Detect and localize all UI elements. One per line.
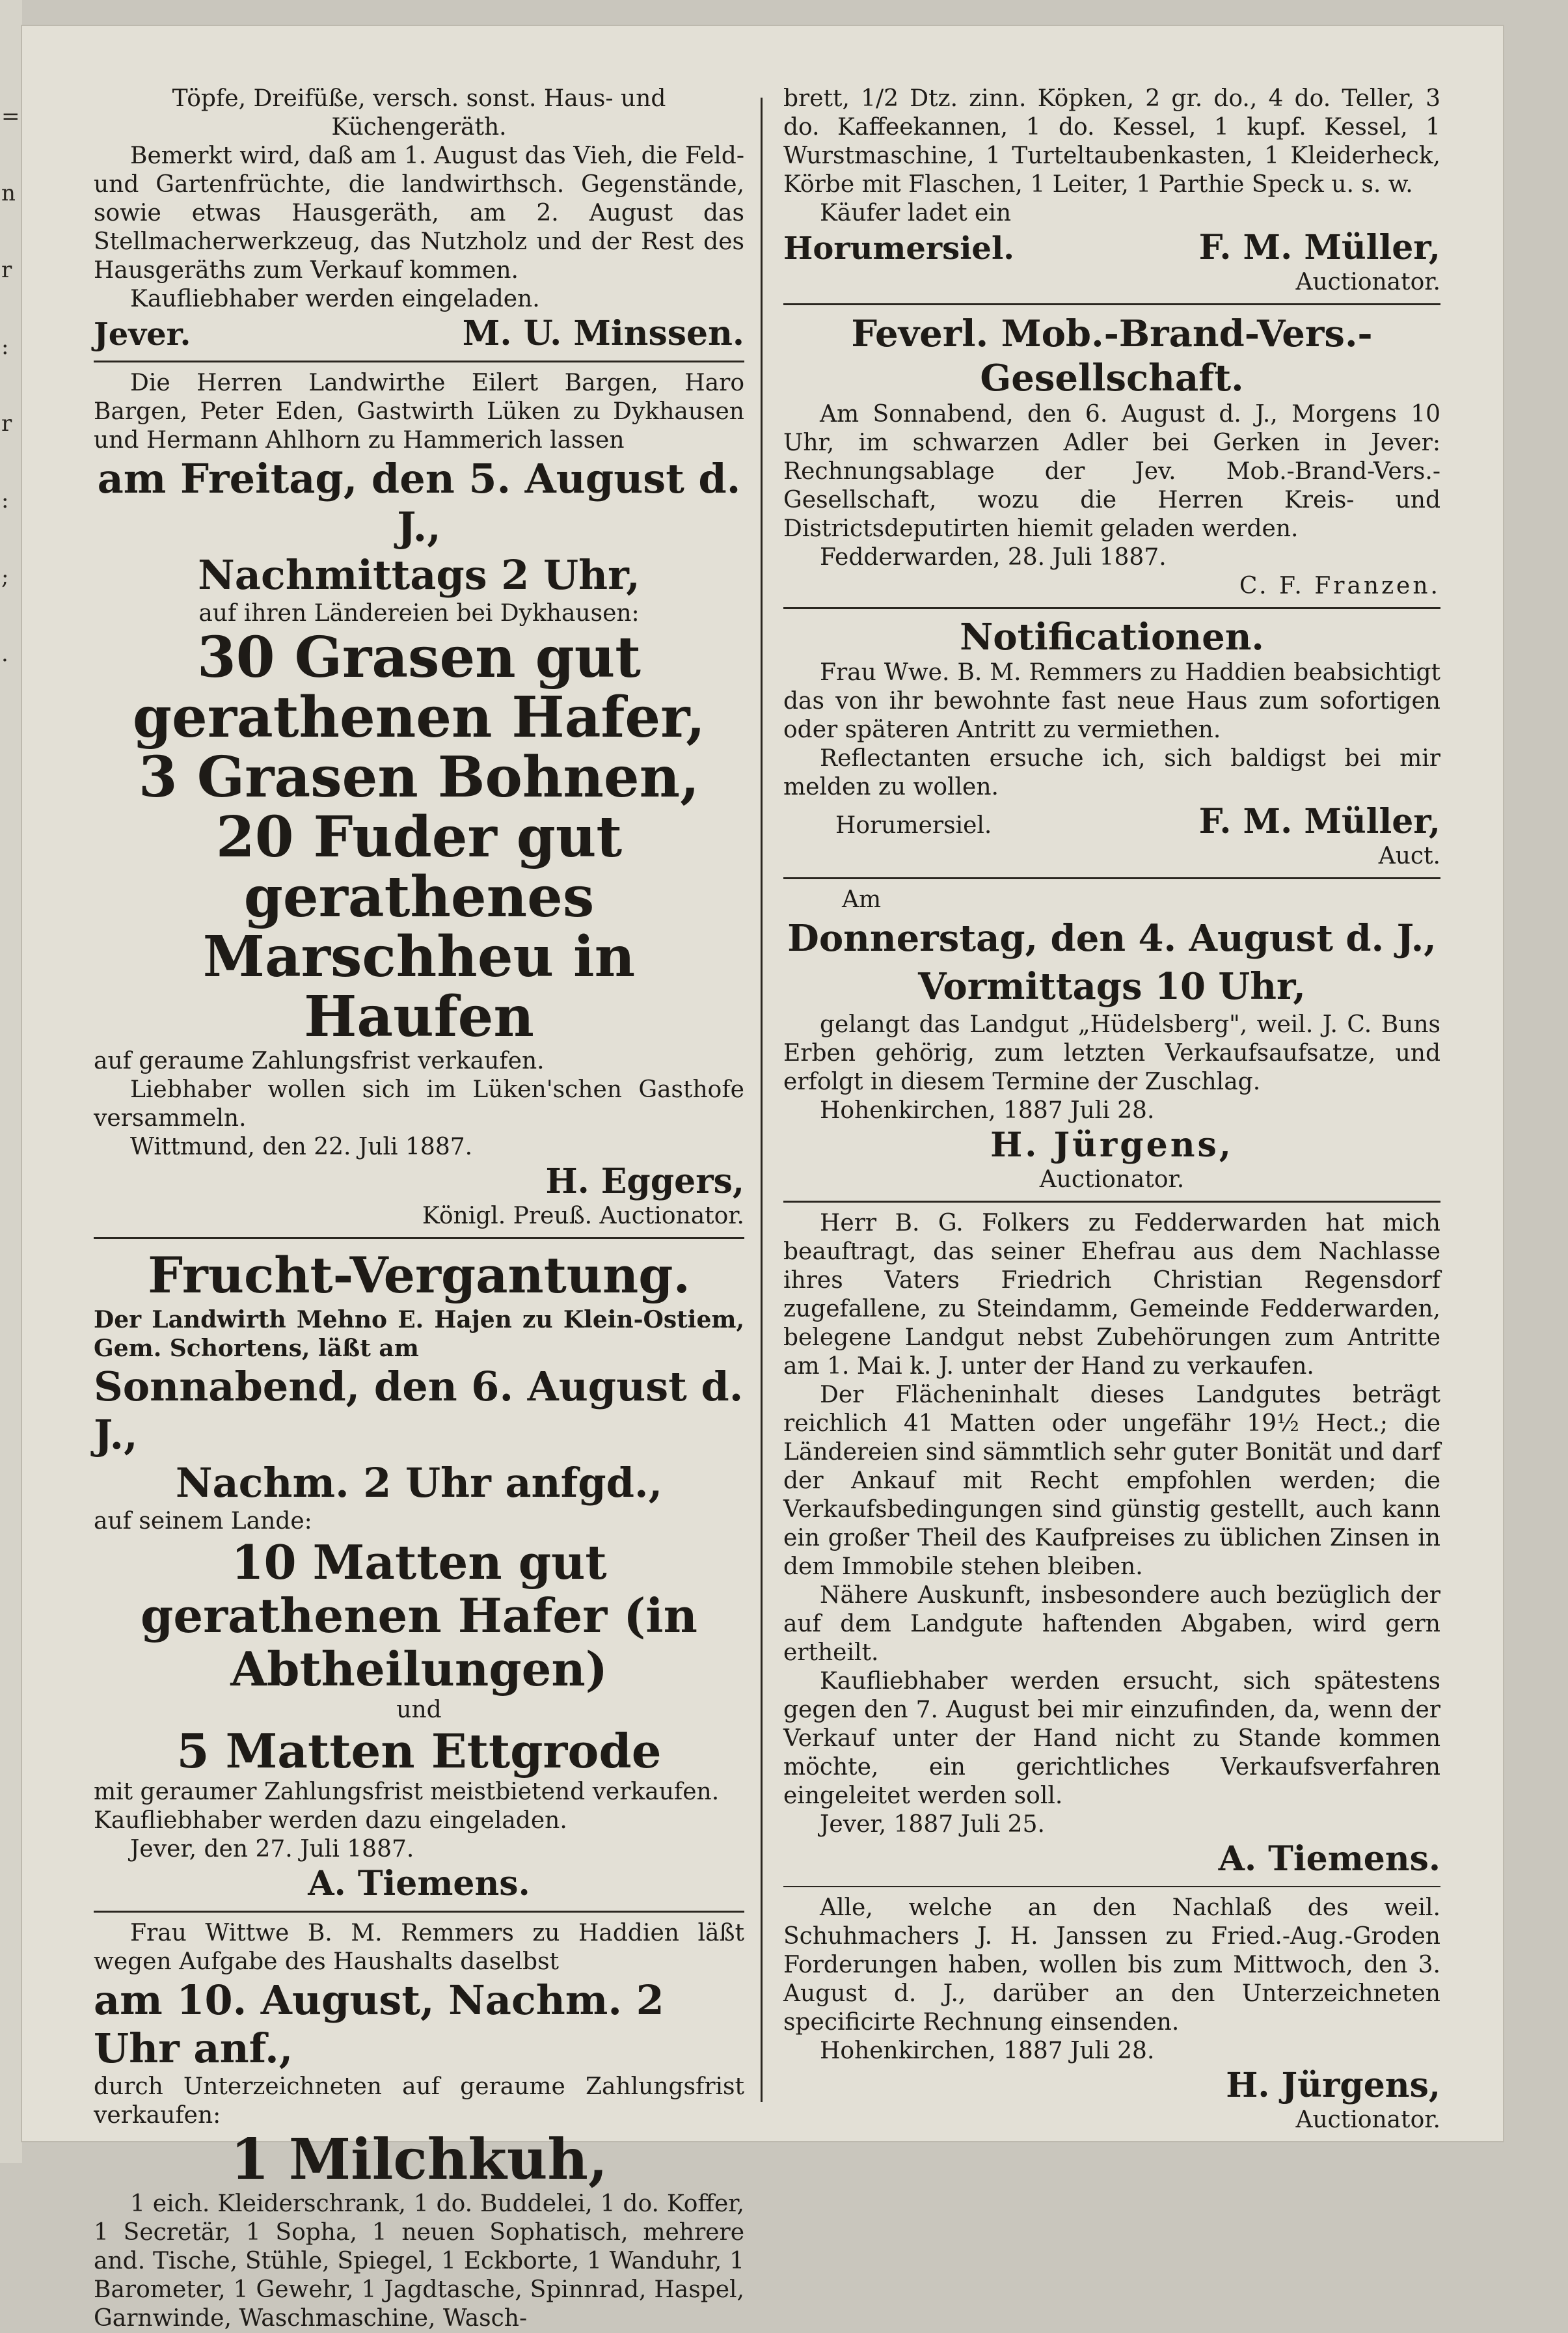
signature-line bbox=[94, 314, 744, 354]
ad-text: Bemerkt wird, daß am 1. August das Vieh, die Feld- und Gartenfrüchte, die landwirthsch. Gegenstände, sowie etwas Hausgeräth, am 2. August das Stellmacherwerkzeug, das Nutzholz und der Rest des Hausgeräths zum Verkauf kommen. bbox=[94, 143, 744, 284]
ad-text: Reflectanten ersuche ich, sich baldigst bei mir melden zu wollen. bbox=[783, 745, 1440, 800]
signer: H. Jürgens, bbox=[1226, 2066, 1440, 2105]
ad-remmers-sale-continued bbox=[783, 85, 1440, 297]
sale-time: Vormittags 10 Uhr, bbox=[918, 965, 1306, 1008]
newspaper-page bbox=[22, 26, 1503, 2332]
ad-frucht-vergantung bbox=[94, 1246, 744, 1904]
right-column bbox=[783, 85, 1440, 2135]
dateline: Wittmund, den 22. Juli 1887. bbox=[130, 1134, 473, 1160]
ad-text: Der Landwirth Mehno E. Hajen zu Klein-Ostiem, Gem. Schortens, läßt am bbox=[94, 1306, 744, 1362]
signer: F. M. Müller, bbox=[1198, 228, 1440, 267]
divider bbox=[783, 1201, 1440, 1203]
ad-headline: Feverl. Mob.-Brand-Vers.-Gesellschaft. bbox=[851, 312, 1373, 400]
sale-time: Nachm. 2 Uhr anfgd., bbox=[175, 1459, 663, 1507]
sale-item: 20 Fuder gut gerathenes Marschheu in Haufen bbox=[202, 804, 636, 1050]
sale-date: Donnerstag, den 4. August d. J., bbox=[787, 917, 1437, 960]
place: Horumersiel. bbox=[835, 812, 992, 839]
signer-title: Auctionator. bbox=[1039, 1166, 1185, 1193]
sale-time: Nachmittags 2 Uhr, bbox=[198, 551, 640, 599]
sale-item: 5 Matten Ettgrode bbox=[176, 1723, 662, 1779]
divider bbox=[783, 1886, 1440, 1887]
column-divider bbox=[761, 98, 763, 2102]
place: Horumersiel. bbox=[783, 230, 1014, 267]
ad-dykhausen-sale bbox=[94, 369, 744, 1231]
sale-item: 30 Grasen gut gerathenen Hafer, bbox=[132, 625, 706, 750]
ad-text: Kaufliebhaber werden ersucht, sich spätestens gegen den 7. August bei mir einzufinden, da, wenn der Verkauf unter der Hand nicht zu Stande kommen möchte, ein gerichtliches Verkaufsverfahren eingeleitet werden soll. bbox=[783, 1668, 1440, 1809]
divider bbox=[783, 303, 1440, 305]
signer: H. Jürgens, bbox=[990, 1125, 1234, 1165]
ad-text: brett, 1/2 Dtz. zinn. Köpken, 2 gr. do., 4 do. Teller, 3 do. Kaffeekannen, 1 do. Kessel, 1 kupf. Kessel, 1 Wurstmaschine, 1 Turteltaubenkasten, 1 Kleiderheck, Körbe mit Flaschen, 1 Leiter, 1 Parthie Speck u. s. w. bbox=[783, 85, 1440, 198]
signer: H. Eggers, bbox=[545, 1162, 744, 1201]
ad-text: und bbox=[396, 1697, 442, 1723]
divider bbox=[94, 1911, 744, 1913]
sale-date: Sonnabend, den 6. August d. J., bbox=[94, 1363, 744, 1458]
ad-text: auf geraume Zahlungsfrist verkaufen. bbox=[94, 1048, 545, 1074]
ad-text: Am Sonnabend, den 6. August d. J., Morgens 10 Uhr, im schwarzen Adler bei Gerken in Jever: Rechnungsablage der Jev. Mob.-Brand-Vers.-Gesellschaft, wozu die Herren Kreis- und Districtsdeputirten hiemit geladen werden. bbox=[783, 401, 1440, 542]
ad-auction-minssen bbox=[94, 85, 744, 354]
ad-text: Der Flächeninhalt dieses Landgutes beträgt reichlich 41 Matten oder ungefähr 19½ Hect.; die Ländereien sind sämmtlich sehr guter Bonität und darf der Ankauf mit Recht empfohlen werden; die Verkaufsbedingungen sind günstig gestellt, auch kann ein großer Theil des Kaufpreises zu üblichen Zinsen in dem Immobile stehen bleiben. bbox=[783, 1382, 1440, 1580]
ad-text: Die Herren Landwirthe Eilert Bargen, Haro Bargen, Peter Eden, Gastwirth Lüken zu Dykhausen und Hermann Ahlhorn zu Hammerich lassen bbox=[94, 370, 744, 454]
sale-item: 1 Milchkuh, bbox=[230, 2127, 608, 2192]
sale-date: am Freitag, den 5. August d. J., bbox=[97, 455, 741, 551]
place: Jever. bbox=[94, 316, 191, 353]
ad-text: mit geraumer Zahlungsfrist meistbietend verkaufen. bbox=[94, 1779, 720, 1805]
ad-text: Töpfe, Dreifüße, versch. sonst. Haus- und Küchengeräth. bbox=[172, 85, 666, 141]
ad-text: Kaufliebhaber werden dazu eingeladen. bbox=[94, 1807, 567, 1834]
signer-title: Königl. Preuß. Auctionator. bbox=[422, 1203, 744, 1229]
ad-folkers-landgut bbox=[783, 1209, 1440, 1879]
ad-text: Alle, welche an den Nachlaß des weil. Schuhmachers J. H. Janssen zu Fried.-Aug.-Groden Forderungen haben, wollen bis zum Mittwoch, den 3. August d. J., darüber an den Unterzeichneten specificirte Rechnung einsenden. bbox=[783, 1894, 1440, 2036]
edge-glyphs: = n r : r : ; . bbox=[1, 103, 20, 667]
sale-date: am 10. August, Nachm. 2 Uhr anf., bbox=[94, 1976, 664, 2072]
signer: A. Tiemens. bbox=[308, 1864, 530, 1903]
ad-text: auf seinem Lande: bbox=[94, 1508, 312, 1535]
ad-brand-versicherung bbox=[783, 312, 1440, 601]
ad-text: Herr B. G. Folkers zu Fedderwarden hat mich beauftragt, das seiner Ehefrau aus dem Nachlasse ihres Vaters Friedrich Christian Regensdorf zugefallene, zu Steindamm, Gemeinde Fedderwarden, belegene Landgut nebst Zubehörungen zum Antritte am 1. Mai k. J. unter der Hand zu verkaufen. bbox=[783, 1210, 1440, 1380]
ad-headline: Frucht-Vergantung. bbox=[148, 1246, 690, 1304]
ad-notificationen bbox=[783, 616, 1440, 871]
divider bbox=[783, 607, 1440, 609]
ad-text: Nähere Auskunft, insbesondere auch bezüglich der auf dem Landgute haftenden Abgaben, wird gern ertheilt. bbox=[783, 1582, 1440, 1666]
ad-janssen-nachlass bbox=[783, 1894, 1440, 2135]
sale-item: 3 Grasen Bohnen, bbox=[138, 744, 700, 810]
dateline: Hohenkirchen, 1887 Juli 28. bbox=[820, 2038, 1155, 2064]
ad-text: durch Unterzeichneten auf geraume Zahlungsfrist verkaufen: bbox=[94, 2073, 744, 2129]
dateline: Hohenkirchen, 1887 Juli 28. bbox=[820, 1097, 1155, 1124]
signer: M. U. Minssen. bbox=[462, 314, 744, 353]
ad-remmers-sale bbox=[94, 1919, 744, 2333]
ad-text: auf ihren Ländereien bei Dykhausen: bbox=[198, 600, 640, 627]
signer-title: Auctionator. bbox=[1295, 269, 1440, 295]
ad-text: Käufer ladet ein bbox=[820, 200, 1012, 226]
page-edge-strip bbox=[0, 0, 22, 2163]
ad-text: Kaufliebhaber werden eingeladen. bbox=[130, 286, 540, 312]
dateline: Jever, den 27. Juli 1887. bbox=[130, 1836, 414, 1862]
signer-title: Auct. bbox=[1378, 843, 1440, 869]
signature-line bbox=[783, 228, 1440, 268]
ad-text: Liebhaber wollen sich im Lüken'schen Gasthofe versammeln. bbox=[94, 1076, 744, 1132]
signer: A. Tiemens. bbox=[1218, 1839, 1440, 1879]
ad-text: 1 eich. Kleiderschrank, 1 do. Buddelei, 1 do. Koffer, 1 Secretär, 1 Sopha, 1 neuen Sophatisch, mehrere and. Tische, Stühle, Spiegel, 1 Eckborte, 1 Wanduhr, 1 Barometer, 1 Gewehr, 1 Jagdtasche, Spinnrad, Haspel, Garnwinde, Waschmaschine, Wasch- bbox=[94, 2190, 744, 2332]
divider bbox=[783, 877, 1440, 879]
divider bbox=[94, 1237, 744, 1239]
signature-line bbox=[783, 802, 1440, 842]
signer-title: Auctionator. bbox=[1295, 2107, 1440, 2133]
dateline: Fedderwarden, 28. Juli 1887. bbox=[820, 544, 1167, 571]
ad-huedelsberg bbox=[783, 886, 1440, 1194]
ad-text: Frau Wittwe B. M. Remmers zu Haddien läßt wegen Aufgabe des Haushalts daselbst bbox=[94, 1920, 744, 1975]
left-column bbox=[94, 85, 744, 2333]
section-headline: Notificationen. bbox=[960, 616, 1264, 659]
ad-text: Frau Wwe. B. M. Remmers zu Haddien beabsichtigt das von ihr bewohnte fast neue Haus zum sofortigen oder späteren Antritt zu vermiethen. bbox=[783, 659, 1440, 743]
signer: C. F. Franzen. bbox=[1239, 573, 1440, 599]
ad-text: Am bbox=[842, 886, 882, 913]
sale-item: 10 Matten gut gerathenen Hafer (in Abtheilungen) bbox=[141, 1535, 697, 1697]
ad-text: gelangt das Landgut „Hüdelsberg", weil. J. C. Buns Erben gehörig, zum letzten Verkaufsaufsatze, und erfolgt in diesem Termine der Zuschlag. bbox=[783, 1011, 1440, 1095]
divider bbox=[94, 361, 744, 362]
dateline: Jever, 1887 Juli 25. bbox=[820, 1811, 1045, 1838]
signer: F. M. Müller, bbox=[1198, 802, 1440, 841]
